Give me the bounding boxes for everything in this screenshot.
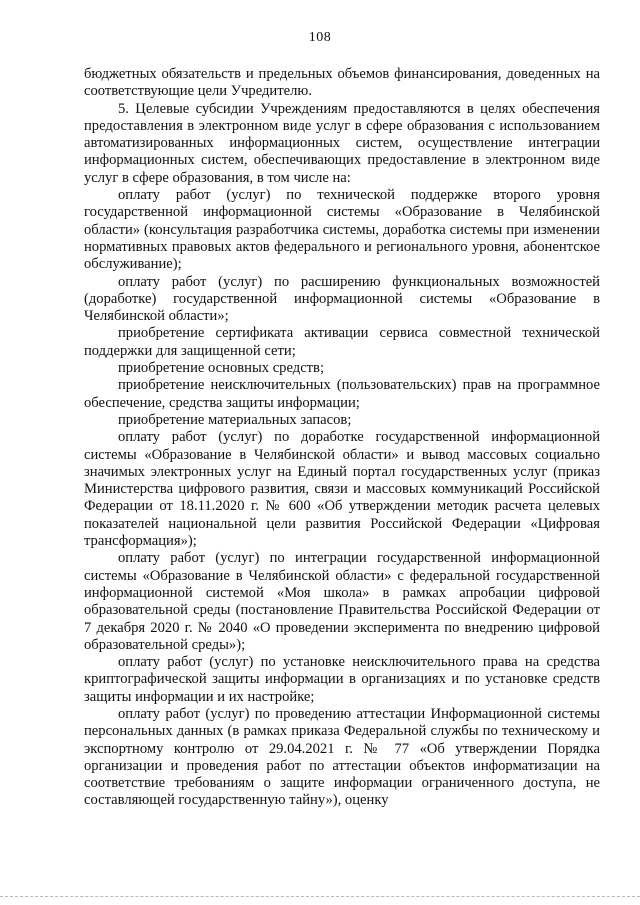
document-body bbox=[84, 66, 600, 810]
paragraph-portal-integration: оплату работ (услуг) по доработке государственной информационной системы «Образование в Челябинской области» и вывод массовых социально значимых электронных услуг на Единый портал государственных услуг (приказ Министерства цифрового развития, связи и массовых коммуникаций Российской Федерации от 18.11.2020 г. № 600 «Об утверждении методик расчета целевых показателей национальной цели развития Российской Федерации «Цифровая трансформация»); bbox=[84, 429, 600, 550]
paragraph-continuation: бюджетных обязательств и предельных объемов финансирования, доведенных на соответствующие цели Учредителю. bbox=[84, 66, 600, 100]
paragraph-crypto-protection: оплату работ (услуг) по установке неисключительного права на средства криптографической защиты информации в организациях и по установке средств защиты информации и их настройке; bbox=[84, 654, 600, 705]
paragraph-functional-extension: оплату работ (услуг) по расширению функциональных возможностей (доработке) государственной информационной системы «Образование в Челябинской области»; bbox=[84, 273, 600, 325]
paragraph-material-stocks: приобретение материальных запасов; bbox=[118, 411, 352, 428]
paragraph-fixed-assets: приобретение основных средств; bbox=[118, 360, 324, 377]
paragraph-certificate: приобретение сертификата активации сервиса совместной технической поддержки для защищенной сети; bbox=[84, 325, 600, 359]
paragraph-tech-support: оплату работ (услуг) по технической поддержке второго уровня государственной информационной системы «Образование в Челябинской области» (консультация разработчика системы, доработка системы при изменении нормативных правовых актов федерального и регионального уровня, абонентское обслуживание); bbox=[84, 187, 600, 273]
page-number: 108 bbox=[308, 30, 332, 45]
page-bottom-edge bbox=[0, 896, 640, 897]
paragraph-my-school-integration: оплату работ (услуг) по интеграции государственной информационной системы «Образование в Челябинской области» с федеральной государственной информационной системой «Моя школа» в рамках апробации цифровой образовательной среды (постановление Правительства Российской Федерации от 7 декабря 2020 г. № 2040 «О проведении эксперимента по внедрению цифровой образовательной среды»); bbox=[84, 550, 600, 653]
paragraph-item-5: 5. Целевые субсидии Учреждениям предоставляются в целях обеспечения предоставления в электронном виде услуг в сфере образования с использованием автоматизированных информационных систем, осуществление интеграции информационных систем, обеспечивающих предоставление в электронном виде услуг в сфере образования, в том числе на: bbox=[84, 100, 600, 186]
paragraph-software-rights: приобретение неисключительных (пользовательских) прав на программное обеспечение, средства защиты информации; bbox=[84, 377, 600, 411]
paragraph-attestation: оплату работ (услуг) по проведению аттестации Информационной системы персональных данных (в рамках приказа Федеральной службы по техническому и экспортному контролю от 29.04.2021 г. № 77 «Об утверждении Порядка организации и проведения работ по аттестации объектов информатизации на соответствие требованиям о защите информации ограниченного доступа, не составляющей государственную тайну»), оценку bbox=[84, 705, 600, 809]
